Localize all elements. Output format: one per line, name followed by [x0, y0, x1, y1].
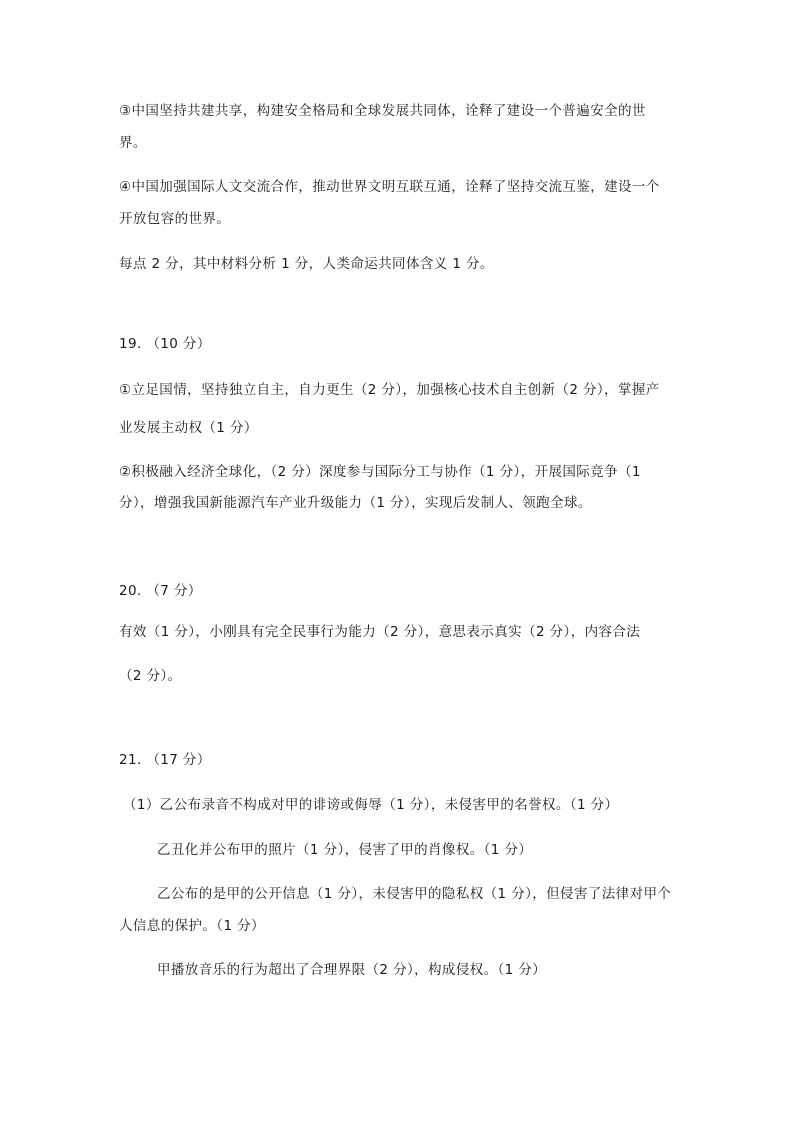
point-3-line-2: 界。 [119, 135, 147, 151]
q19-point-1-line-2: 业发展主动权（1 分） [119, 420, 258, 436]
question-19-heading: 19. （10 分） [119, 336, 211, 352]
q21-part-1-line-1: （1）乙公布录音不构成对甲的诽谤或侮辱（1 分），未侵害甲的名誉权。（1 分） [123, 797, 619, 813]
question-21-heading: 21. （17 分） [119, 752, 211, 768]
point-4-line-1: ④中国加强国际人文交流合作，推动世界文明互联互通，诠释了坚持交流互鉴，建设一个 [119, 179, 660, 195]
q19-point-1-line-1: ①立足国情，坚持独立自主，自力更生（2 分），加强核心技术自主创新（2 分），掌握产 [119, 382, 660, 398]
q21-part-1-line-3: 乙公布的是甲的公开信息（1 分），未侵害甲的隐私权（1 分），但侵害了法律对甲个 [157, 886, 672, 902]
q21-part-1-line-5: 甲播放音乐的行为超出了合理界限（2 分），构成侵权。（1 分） [157, 962, 547, 978]
q19-point-2-line-2: 分），增强我国新能源汽车产业升级能力（1 分），实现后发制人、领跑全球。 [119, 495, 592, 511]
point-3-line-1: ③中国坚持共建共享，构建安全格局和全球发展共同体，诠释了建设一个普遍安全的世 [119, 103, 646, 119]
q20-answer-line-1: 有效（1 分），小刚具有完全民事行为能力（2 分），意思表示真实（2 分），内容合法 [119, 624, 641, 640]
q21-part-1-line-2: 乙丑化并公布甲的照片（1 分），侵害了甲的肖像权。（1 分） [157, 842, 533, 858]
point-4-line-2: 开放包容的世界。 [119, 211, 231, 227]
question-20-heading: 20. （7 分） [119, 583, 202, 599]
scoring-note: 每点 2 分，其中材料分析 1 分，人类命运共同体含义 1 分。 [119, 256, 494, 272]
q19-point-2-line-1: ②积极融入经济全球化，（2 分）深度参与国际分工与协作（1 分），开展国际竞争（1 [119, 464, 641, 480]
q21-part-1-line-4: 人信息的保护。（1 分） [119, 918, 265, 934]
q20-answer-line-2: （2 分）。 [119, 668, 182, 684]
